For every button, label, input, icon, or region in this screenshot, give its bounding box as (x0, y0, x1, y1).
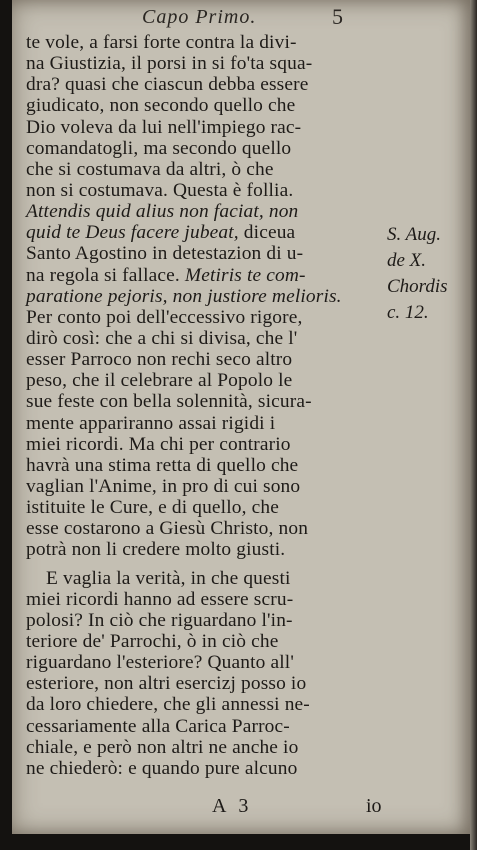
latin-quote: quid te Deus facere jubeat, (26, 222, 239, 244)
text-line: che si costumava da altri, ò che (26, 158, 274, 180)
text-line: E vaglia la verità, in che questi (46, 567, 291, 589)
text-line: Per conto poi dell'eccessivo rigore, (26, 306, 303, 328)
running-title: Capo Primo. (142, 6, 257, 28)
text-line: comandatogli, ma secondo quello (26, 137, 292, 159)
body-text (26, 32, 384, 779)
text-line: non si costumava. Questa è follia. (26, 179, 294, 201)
text-line (26, 222, 384, 243)
text-line: paratione pejoris, non justiore melioris. (26, 285, 342, 307)
latin-quote: Metiris te com- (184, 264, 306, 286)
text-line: mente appariranno assai rigidi i (26, 412, 276, 434)
text-line: na Giustizia, il porsi in si fo'ta squa- (26, 53, 313, 75)
book-page (12, 0, 470, 834)
text-line: giudicato, non secondo quello che (26, 95, 296, 117)
text-fragment: diceua (238, 222, 296, 244)
signature-mark: A 3 (212, 795, 253, 817)
page-number: 5 (332, 4, 343, 29)
text-line: Santo Agostino in detestazion di u- (26, 243, 304, 265)
text-line: istituite le Cure, e di quello, che (26, 497, 279, 519)
text-line: peso, che il celebrare al Popolo le (26, 370, 293, 392)
text-line: esser Parroco non rechi seco altro (26, 349, 293, 371)
text-line: miei ricordi. Ma chi per contrario (26, 433, 291, 455)
text-line: ne chiederò: e quando pure alcuno (26, 757, 298, 779)
text-line: vaglian l'Anime, in pro di cui sono (26, 475, 301, 497)
text-line (26, 265, 384, 286)
text-line: chiale, e però non altri ne anche io (26, 736, 299, 758)
page-edge (470, 0, 477, 850)
text-line: teriore de' Parrochi, ò in ciò che (26, 630, 279, 652)
margin-note-line: S. Aug. (387, 224, 442, 245)
text-fragment: na regola si fallace. (26, 264, 185, 286)
text-line: sue feste con bella solennità, sicura- (26, 391, 312, 413)
margin-note-line: c. 12. (387, 302, 429, 323)
page-footer (12, 795, 470, 825)
text-line: Dio voleva da lui nell'impiego rac- (26, 116, 302, 138)
page-header (12, 4, 470, 34)
text-line: dra? quasi che ciascun debba essere (26, 74, 309, 96)
text-line: cessariamente alla Carica Parroc- (26, 715, 290, 737)
text-line: potrà non li credere molto giusti. (26, 539, 286, 561)
text-line: dirò così: che a chi si divisa, che l' (26, 327, 298, 349)
text-line: riguardano l'esteriore? Quanto all' (26, 652, 294, 674)
text-line: esse costarono a Giesù Christo, non (26, 518, 309, 540)
text-line: esteriore, non altri esercizj posso io (26, 673, 307, 695)
margin-note (387, 222, 477, 326)
text-line: da loro chiedere, che gli annessi ne- (26, 694, 310, 716)
catchword: io (366, 795, 382, 817)
text-line: polosi? In ciò che riguardano l'in- (26, 609, 293, 631)
margin-note-line: Chordis (387, 276, 448, 297)
text-line: havrà una stima retta di quello che (26, 454, 299, 476)
text-line: Attendis quid alius non faciat, non (26, 201, 299, 223)
margin-note-line: de X. (387, 250, 427, 271)
text-line: miei ricordi hanno ad essere scru- (26, 588, 294, 610)
text-line: te vole, a farsi forte contra la divi- (26, 32, 297, 53)
